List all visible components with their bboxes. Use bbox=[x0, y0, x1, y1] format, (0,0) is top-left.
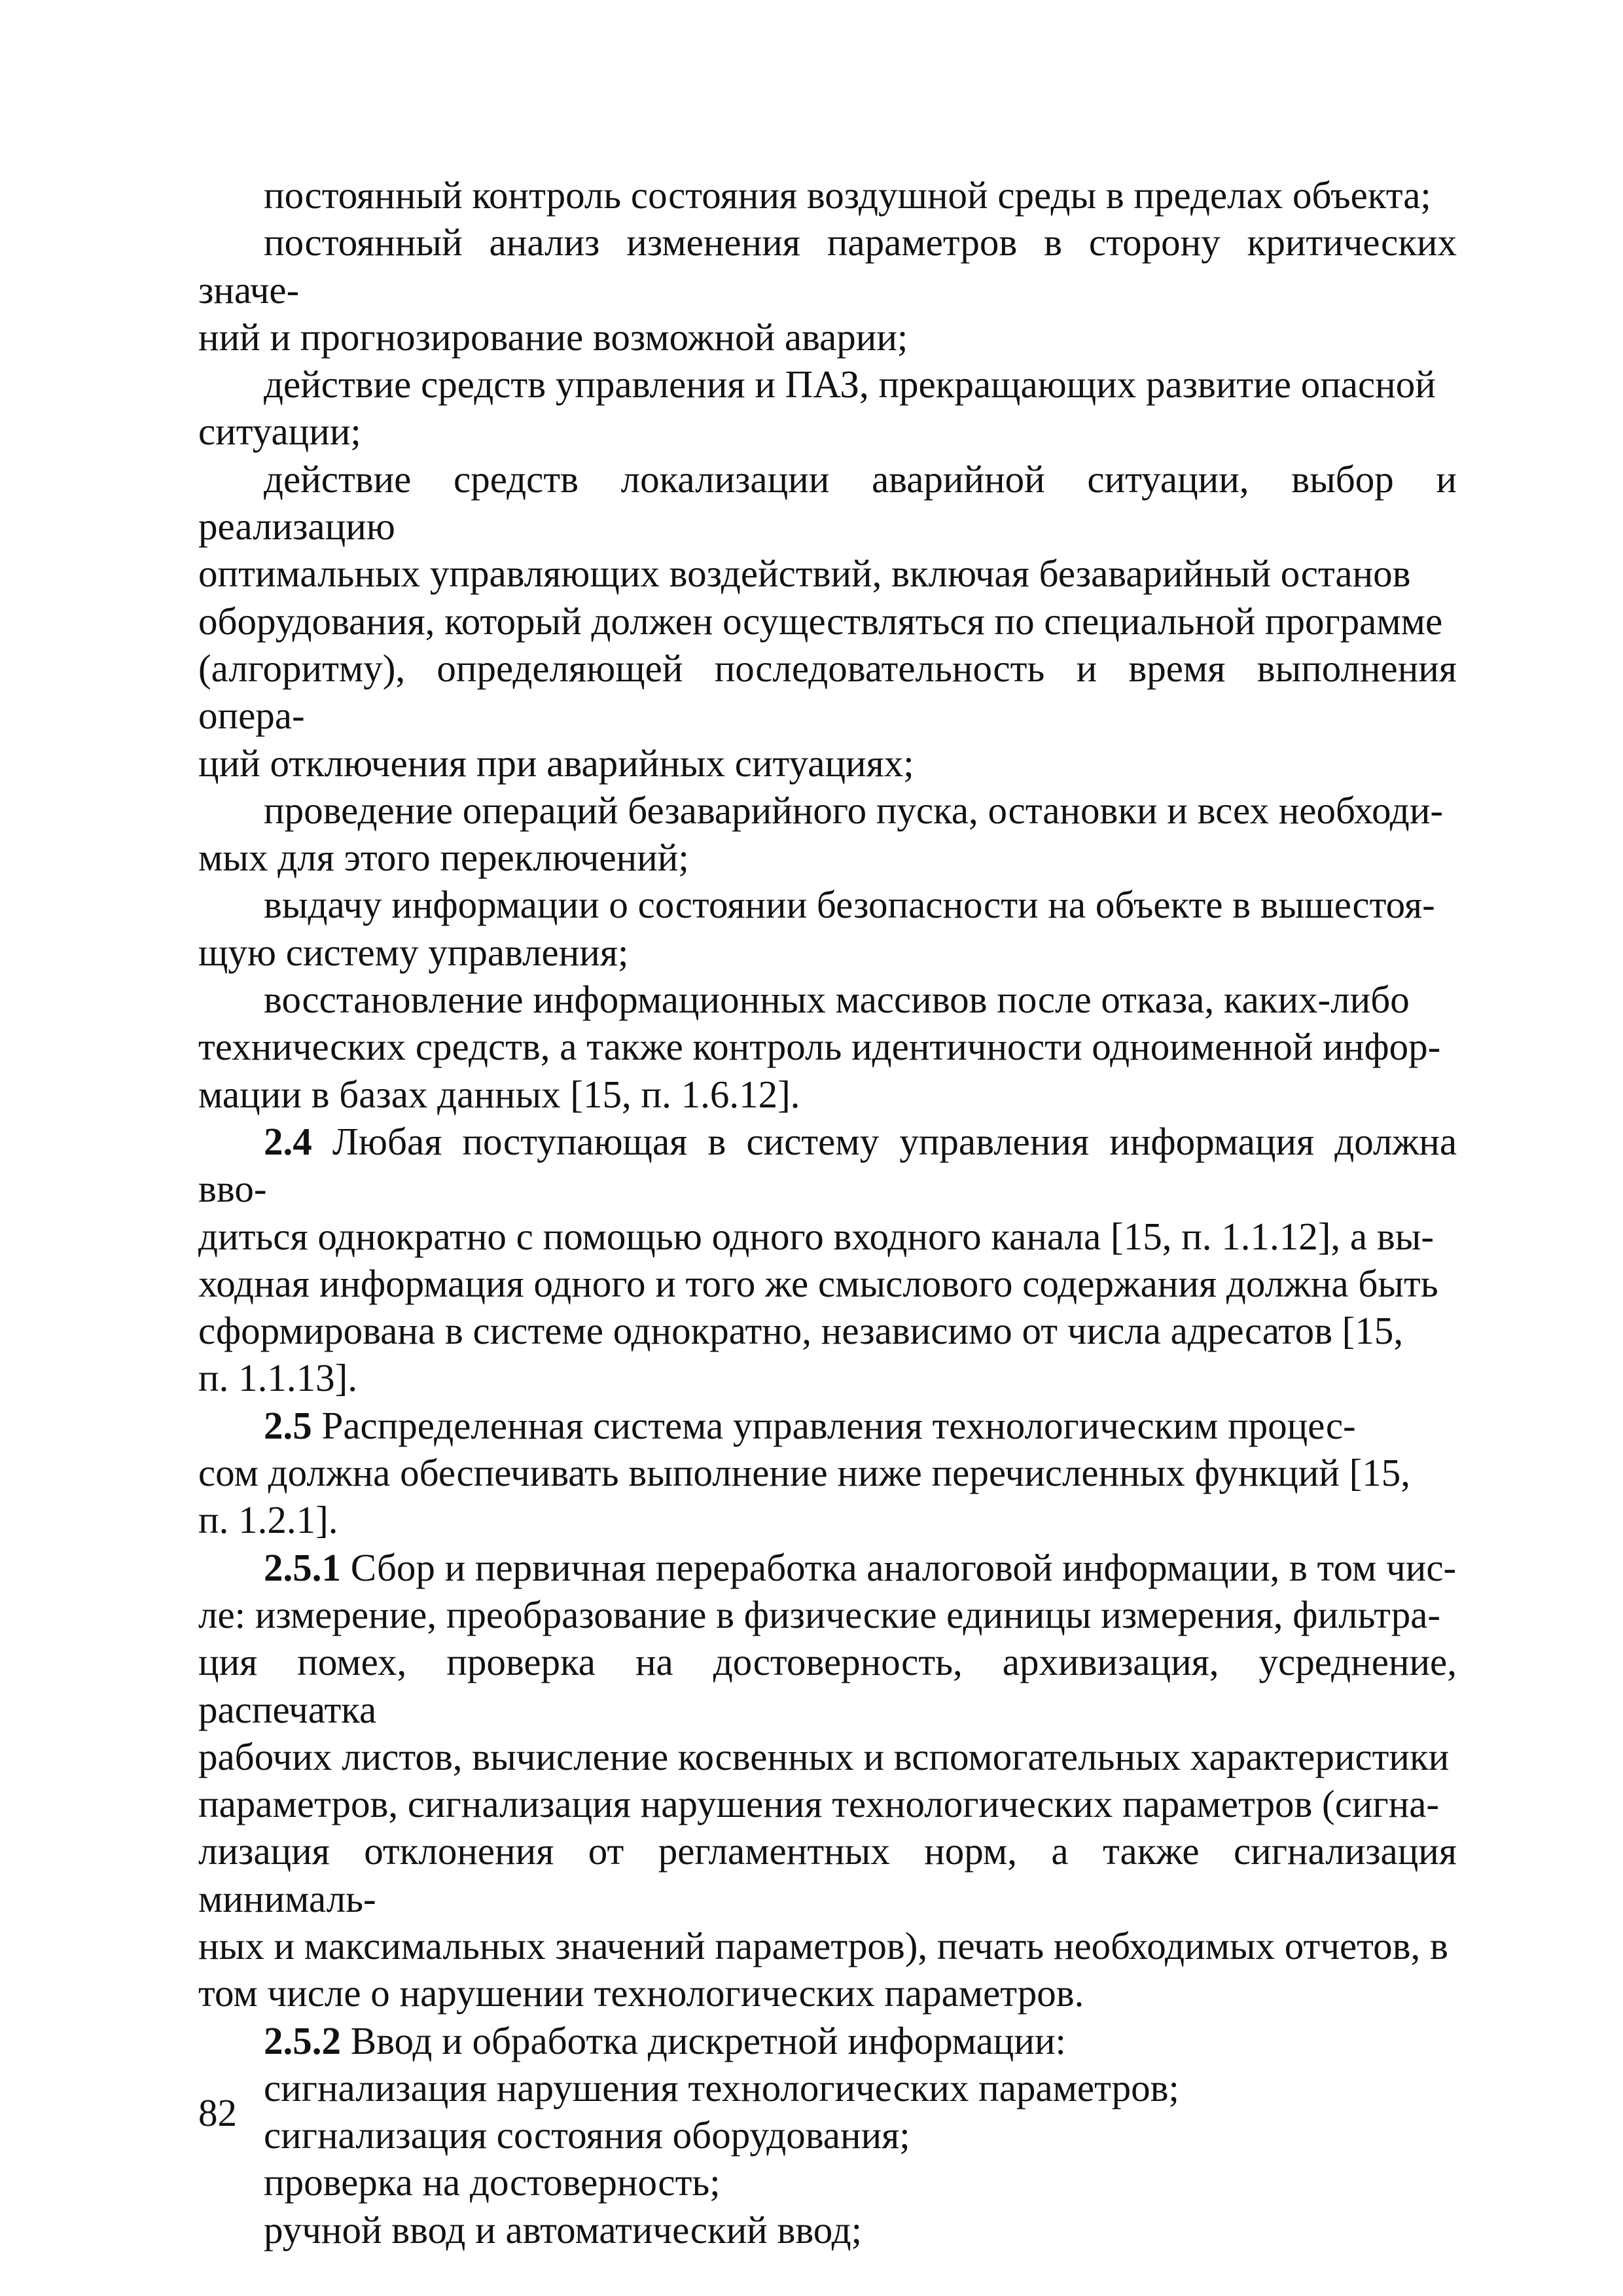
paragraph bbox=[198, 881, 1457, 976]
text-line: том числе о нарушении технологических параметров. bbox=[198, 1971, 1084, 2015]
section-number: 2.5 bbox=[264, 1403, 312, 1447]
paragraph bbox=[198, 1402, 1457, 1544]
text-line: ручной ввод и автоматический ввод; bbox=[264, 2208, 863, 2251]
paragraph bbox=[198, 171, 1457, 219]
text-line: проверка на достоверность; bbox=[264, 2161, 721, 2204]
paragraph bbox=[198, 787, 1457, 882]
text-line: ных и максимальных значений параметров), печать необходимых отчетов, в bbox=[198, 1924, 1448, 1967]
section-number: 2.5.1 bbox=[264, 1545, 341, 1589]
text-line: постоянный контроль состояния воздушной среды в пределах объекта; bbox=[264, 173, 1431, 217]
text-line: постоянный анализ изменения параметров в сторону критических значе- bbox=[198, 221, 1457, 312]
text-line: Распределенная система управления технологическим процес- bbox=[312, 1403, 1356, 1447]
paragraph bbox=[198, 2064, 1457, 2111]
page-number: 82 bbox=[198, 2091, 237, 2134]
paragraph bbox=[198, 2159, 1457, 2206]
paragraph bbox=[198, 361, 1457, 456]
text-line: ситуации; bbox=[198, 410, 361, 454]
text-line: технических средств, а также контроль идентичности одноименной инфор- bbox=[198, 1025, 1441, 1069]
text-line: п. 1.1.13]. bbox=[198, 1356, 357, 1400]
paragraph bbox=[198, 1544, 1457, 2017]
paragraph bbox=[198, 976, 1457, 1118]
text-line: параметров, сигнализация нарушения технологических параметров (сигна- bbox=[198, 1782, 1440, 1826]
text-line: сом должна обеспечивать выполнение ниже перечисленных функций [15, bbox=[198, 1451, 1411, 1495]
text-line: действие средств локализации аварийной ситуации, выбор и реализацию bbox=[198, 457, 1457, 548]
text-line: выдачу информации о состоянии безопасности на объекте в вышестоя- bbox=[264, 883, 1435, 927]
paragraph bbox=[198, 2206, 1457, 2253]
paragraph bbox=[198, 1118, 1457, 1402]
paragraph bbox=[198, 456, 1457, 787]
text-line: сформирована в системе однократно, независимо от числа адресатов [15, bbox=[198, 1309, 1404, 1353]
text-line: ция помех, проверка на достоверность, архивизация, усреднение, распечатка bbox=[198, 1640, 1457, 1731]
body-text bbox=[198, 171, 1457, 2253]
text-line: Ввод и обработка дискретной информации: bbox=[341, 2018, 1066, 2062]
section-number: 2.5.2 bbox=[264, 2018, 341, 2062]
text-line: ний и прогнозирование возможной аварии; bbox=[198, 315, 908, 359]
text-line: сигнализация нарушения технологических параметров; bbox=[264, 2066, 1179, 2109]
paragraph bbox=[198, 2017, 1457, 2064]
text-line: Сбор и первичная переработка аналоговой информации, в том чис- bbox=[341, 1545, 1457, 1589]
section-number: 2.4 bbox=[264, 1119, 312, 1163]
text-line: п. 1.2.1]. bbox=[198, 1498, 338, 1542]
text-line: рабочих листов, вычисление косвенных и вспомогательных характеристики bbox=[198, 1734, 1450, 1778]
text-line: восстановление информационных массивов после отказа, каких-либо bbox=[264, 978, 1410, 1022]
text-line: (алгоритму), определяющей последовательность и время выполнения опера- bbox=[198, 646, 1457, 738]
text-line: сигнализация состояния оборудования; bbox=[264, 2113, 910, 2157]
text-line: лизация отклонения от регламентных норм, а также сигнализация минималь- bbox=[198, 1829, 1457, 1920]
text-line: ле: измерение, преобразование в физические единицы измерения, фильтра- bbox=[198, 1592, 1441, 1636]
text-line: Любая поступающая в систему управления информация должна вво- bbox=[198, 1119, 1457, 1211]
text-line: действие средств управления и ПАЗ, прекращающих развитие опасной bbox=[264, 363, 1436, 406]
text-line: оборудования, который должен осуществляться по специальной программе bbox=[198, 599, 1443, 643]
text-line: щую систему управления; bbox=[198, 930, 629, 974]
text-line: ходная информация одного и того же смыслового содержания должна быть bbox=[198, 1261, 1438, 1305]
text-line: мации в базах данных [15, п. 1.6.12]. bbox=[198, 1072, 800, 1116]
paragraph bbox=[198, 219, 1457, 361]
text-line: ций отключения при аварийных ситуациях; bbox=[198, 741, 914, 785]
text-line: оптимальных управляющих воздействий, включая безаварийный останов bbox=[198, 552, 1411, 596]
text-line: диться однократно с помощью одного входного канала [15, п. 1.1.12], а вы- bbox=[198, 1214, 1434, 1258]
text-line: проведение операций безаварийного пуска, остановки и всех необходи- bbox=[264, 788, 1444, 832]
paragraph bbox=[198, 2111, 1457, 2159]
text-line: мых для этого переключений; bbox=[198, 836, 689, 880]
